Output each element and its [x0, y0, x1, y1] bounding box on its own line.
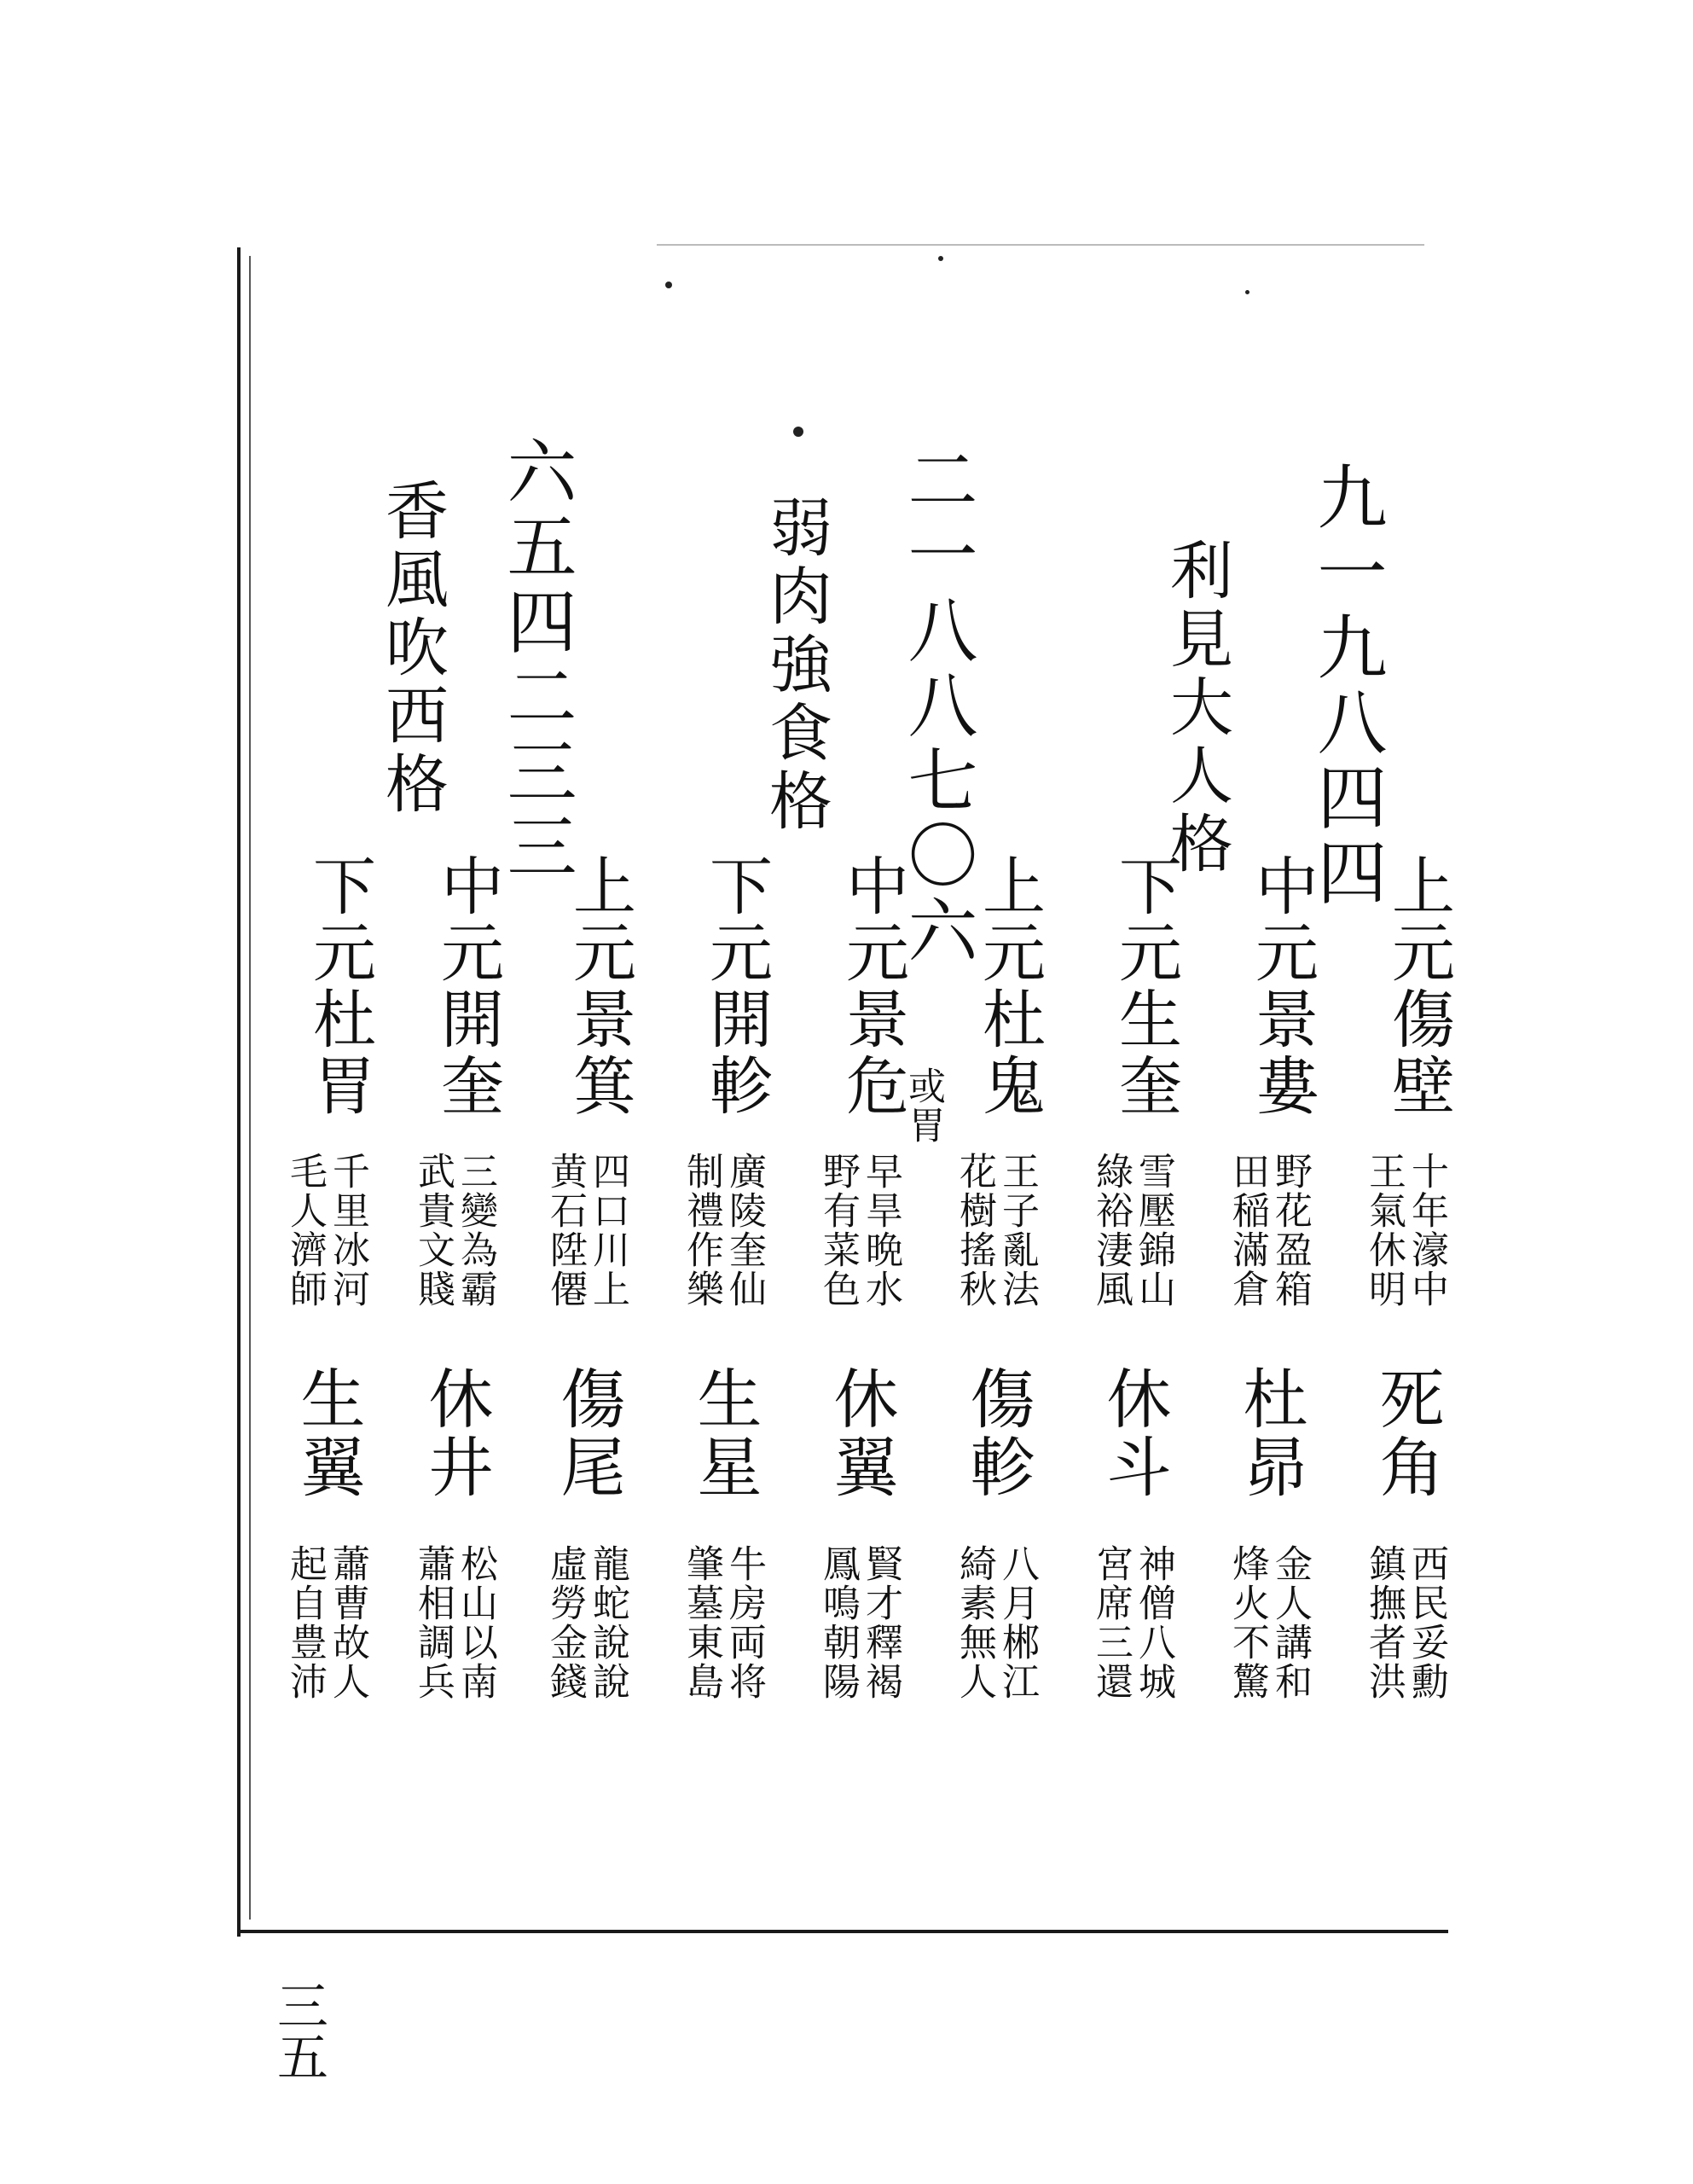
- group3-line1-main: 傷尾: [550, 1365, 626, 1502]
- ink-speck: [793, 427, 803, 437]
- group1-line2-note2: 金人講和: [1268, 1544, 1312, 1701]
- group3-line2-head: 中元開奎: [431, 853, 504, 1119]
- group1-line3-note2: 神僧八城: [1132, 1544, 1175, 1701]
- group2-line2-aside: 或胃: [902, 1066, 945, 1145]
- group1-line2-head: 中元景婁: [1245, 853, 1319, 1119]
- group1-pattern: 利見大人格: [1160, 537, 1233, 879]
- group3-line1-note1: 四口川上: [586, 1152, 629, 1309]
- group3-line1-head: 上元景箕: [563, 853, 636, 1119]
- group1-line3-note2b: 宮席三還: [1089, 1544, 1133, 1701]
- group1-line2-note2b: 烽火不驚: [1226, 1544, 1269, 1701]
- frame-bottom-border: [237, 1930, 1448, 1933]
- group2-line2-note2: 賢才釋褐: [859, 1544, 902, 1701]
- ink-speck: [1245, 290, 1249, 294]
- ink-speck: [665, 282, 672, 288]
- group1-line1-note2b: 鎮撫者洪: [1362, 1544, 1406, 1701]
- group3-line2-main: 休井: [418, 1365, 494, 1502]
- group3-line3-note2b: 起自豊沛: [283, 1544, 327, 1701]
- group1-line1-note1b: 王氣休明: [1362, 1152, 1406, 1309]
- group1-line1-main: 死角: [1369, 1365, 1445, 1502]
- group3-line2-note1b: 武貴文賤: [411, 1152, 455, 1309]
- group2-line2-note1: 早旱晩水: [859, 1152, 902, 1309]
- group1-line2-note1: 野花盈箱: [1268, 1152, 1312, 1309]
- group3-line3-note1: 千里冰河: [326, 1152, 369, 1309]
- group2-line2-main: 休翼: [823, 1365, 899, 1502]
- group2-line1-head: 上元杜鬼: [972, 853, 1046, 1119]
- group3-line1-note2b: 虛勞金錢: [543, 1544, 587, 1701]
- group2-line3-note1b: 制禮作樂: [680, 1152, 723, 1309]
- group1-line2-note1b: 田稲滿倉: [1226, 1152, 1269, 1309]
- group3-line3-head: 下元杜胃: [303, 853, 376, 1119]
- frame-left-inner-border: [249, 256, 251, 1920]
- group3-line1-note2: 龍蛇說說: [586, 1544, 629, 1701]
- group1-line3-head: 下元生奎: [1109, 853, 1182, 1119]
- group2-line1-note2: 八月郴江: [995, 1544, 1039, 1701]
- group2-line3-note2: 牛房両将: [722, 1544, 766, 1701]
- group1-line1-note2: 西民妥勳: [1405, 1544, 1448, 1701]
- group1-line2-main: 杜昴: [1232, 1365, 1308, 1502]
- group3-line3-note1b: 毛人濟師: [283, 1152, 327, 1309]
- group3-pattern: 香風吹西格: [375, 478, 449, 819]
- group1-line3-note1b: 綠裕淒風: [1089, 1152, 1133, 1309]
- group1-line1-note1: 十年濠中: [1405, 1152, 1448, 1309]
- group2-line1-note1: 王子亂法: [995, 1152, 1039, 1309]
- group2-line1-note2b: 綺素無人: [953, 1544, 996, 1701]
- ink-speck: [938, 256, 943, 261]
- group2-line3-note2b: 肇墓東島: [680, 1544, 723, 1701]
- group2-line2-head: 中元景危: [836, 853, 909, 1119]
- group2-pattern: 弱肉強食格: [759, 495, 832, 836]
- group2-line3-head: 下元開軫: [699, 853, 773, 1119]
- group1-line3-note1: 雪壓錦山: [1132, 1152, 1175, 1309]
- group2-line1-note1b: 花樹搖秋: [953, 1152, 996, 1309]
- group2-line2-note1b: 野有菜色: [816, 1152, 860, 1309]
- group3-line1-note1b: 黄石陞僊: [543, 1152, 587, 1309]
- group1-line1-head: 上元傷壁: [1382, 853, 1455, 1119]
- group3-line2-note2: 松山以南: [454, 1544, 497, 1701]
- group1-number: 九一九八四四: [1306, 461, 1387, 911]
- group3-line2-note1: 三變為霸: [454, 1152, 497, 1309]
- group3-line2-note2b: 蕭相調兵: [411, 1544, 455, 1701]
- frame-top-line: [657, 244, 1424, 246]
- group3-line3-main: 生翼: [290, 1365, 366, 1502]
- group2-number: 二一八八七〇六: [896, 444, 977, 969]
- group2-line2-note2b: 鳳鳴朝陽: [816, 1544, 860, 1701]
- group3-number: 六五四二三三: [496, 435, 577, 886]
- group2-line1-main: 傷軫: [960, 1365, 1035, 1502]
- group3-line3-note2: 蕭曹故人: [326, 1544, 369, 1701]
- page-number: 三五: [269, 1979, 328, 2082]
- group2-line3-note1: 廣陵奎仙: [722, 1152, 766, 1309]
- group1-line3-main: 休斗: [1096, 1365, 1172, 1502]
- frame-left-border: [237, 247, 241, 1937]
- group2-line3-main: 生星: [687, 1365, 762, 1502]
